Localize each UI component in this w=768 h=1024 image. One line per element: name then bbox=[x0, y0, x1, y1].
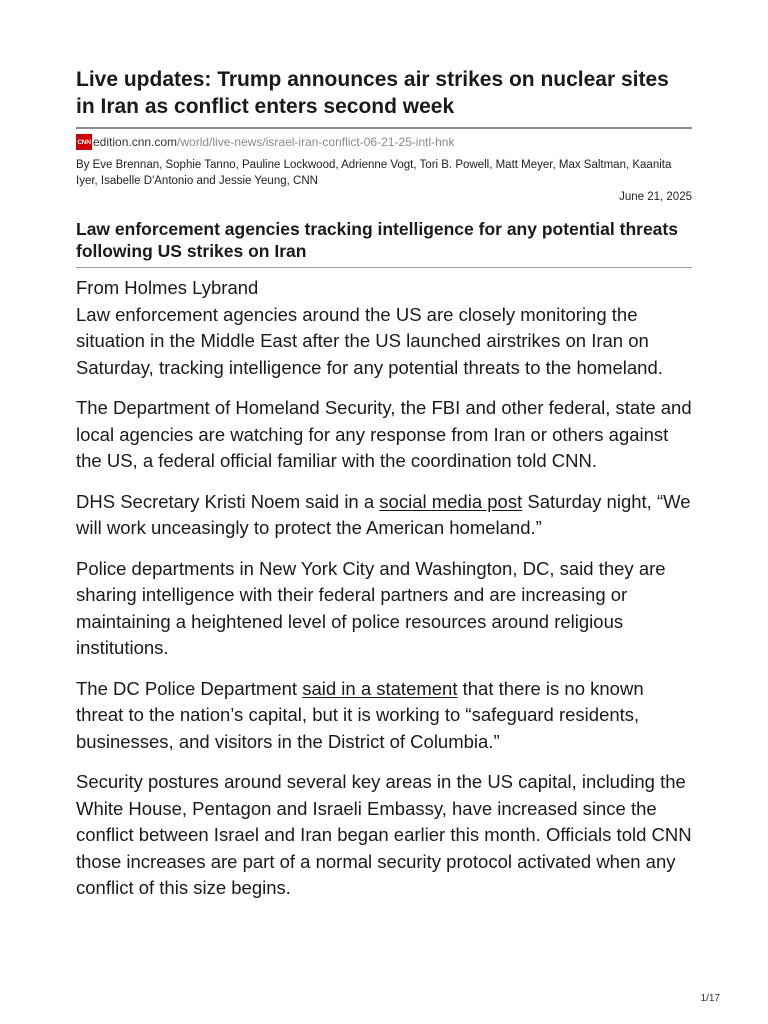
title-divider bbox=[76, 127, 692, 129]
source-url-row[interactable] bbox=[76, 132, 692, 152]
paragraph-3 bbox=[76, 489, 692, 542]
article-title: Live updates: Trump announces air strikes on nuclear sites in Iran as conflict enters second week bbox=[76, 68, 669, 118]
section-divider bbox=[76, 267, 692, 268]
paragraph-4: Police departments in New York City and Washington, DC, said they are sharing intelligence with their federal partners and are increasing or maintaining a heightened level of police resources around religious institutions. bbox=[76, 557, 666, 658]
document-page bbox=[76, 66, 692, 916]
paragraph-3-text-start: DHS Secretary Kristi Noem said in a bbox=[76, 490, 380, 512]
paragraph-5 bbox=[76, 676, 692, 756]
section-heading: Law enforcement agencies tracking intelligence for any potential threats following US strikes on Iran bbox=[76, 219, 678, 261]
paragraph-1: Law enforcement agencies around the US are closely monitoring the situation in the Middle East after the US launched airstrikes on Iran on Saturday, tracking intelligence for any potential threats to the homeland. bbox=[76, 303, 663, 378]
cnn-logo-icon: CNN bbox=[76, 134, 92, 150]
source-path[interactable]: /world/live-news/israel-iran-conflict-06-21-25-intl-hnk bbox=[177, 135, 455, 149]
page-number: 1/17 bbox=[700, 993, 720, 1004]
paragraph-6: Security postures around several key areas in the US capital, including the White House, Pentagon and Israeli Embassy, have increased since the conflict between Israel and Iran began earlier this month. Officials told CNN those increases are part of a normal security protocol activated when any conflict of this size begins. bbox=[76, 771, 692, 898]
paragraph-2: The Department of Homeland Security, the FBI and other federal, state and local agencies are watching for any response from Iran or others against the US, a federal official familiar with the coordination told CNN. bbox=[76, 397, 692, 471]
author-credit: From Holmes Lybrand bbox=[76, 277, 259, 298]
paragraph-3-text-end: Saturday night, “We will work unceasingly to protect the American homeland.” bbox=[76, 490, 691, 538]
paragraph-5-text-end: that there is no known threat to the nation’s capital, but it is working to “safeguard residents, businesses, and visitors in the District of Columbia.” bbox=[76, 677, 644, 752]
social-media-post-link[interactable]: social media post bbox=[379, 490, 523, 512]
publish-date: June 21, 2025 bbox=[619, 191, 692, 203]
paragraph-5-text-start: The DC Police Department bbox=[76, 677, 303, 699]
byline: By Eve Brennan, Sophie Tanno, Pauline Lockwood, Adrienne Vogt, Tori B. Powell, Matt Meyer, Max Saltman, Kaanita Iyer, Isabelle D'Antonio and Jessie Yeung, CNN bbox=[76, 159, 672, 187]
source-domain[interactable]: edition.cnn.com bbox=[93, 135, 178, 149]
statement-link[interactable]: said in a statement bbox=[302, 677, 458, 699]
